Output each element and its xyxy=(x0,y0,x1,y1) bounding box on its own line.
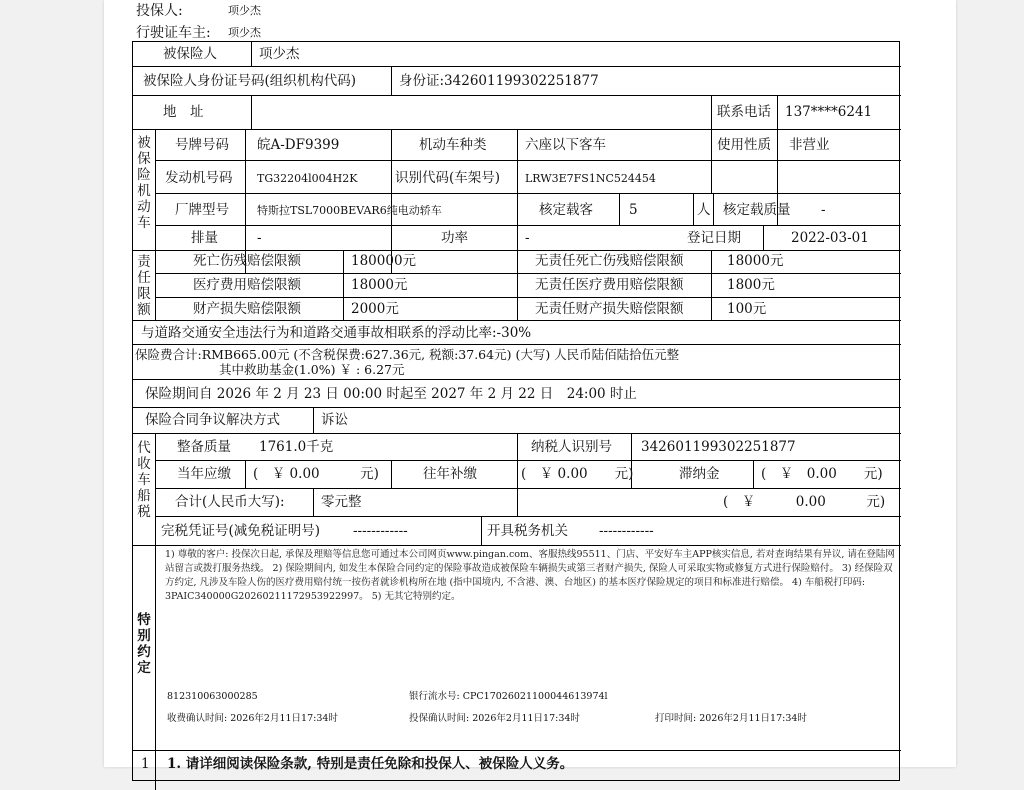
insurance-period: 保险期间自 2026 年 2 月 23 日 00:00 时起至 2027 年 2 月 22 日 24:00 时止 xyxy=(145,386,637,402)
liability-row-2-label: 医疗费用赔偿限额 xyxy=(193,277,301,293)
engine-label: 发动机号码 xyxy=(165,170,233,186)
liability-row-1-value: 180000元 xyxy=(351,253,417,269)
reg-date-value: 2022-03-01 xyxy=(791,230,869,246)
seats-value: 5 xyxy=(629,202,638,218)
prior-due-label: 往年补缴 xyxy=(423,466,477,482)
engine-value: TG32204l004H2K xyxy=(257,172,358,185)
registered-owner-label: 行驶证车主: xyxy=(136,25,211,41)
curb-weight-label: 整备质量 xyxy=(177,439,231,455)
model-label: 厂牌型号 xyxy=(175,202,229,218)
seats-unit: 人 xyxy=(697,202,711,218)
liability-row-3-value2: 100元 xyxy=(727,301,767,317)
special-terms-label: 特别约定 xyxy=(137,612,151,676)
liability-row-2-label2: 无责任医疗费用赔偿限额 xyxy=(535,277,684,293)
premium-total: 保险费合计:RMB665.00元 (不含税保费:627.36元, 税额:37.64元) (大写) 人民币陆佰陆拾伍元整 xyxy=(135,347,680,362)
liability-row-2-value: 18000元 xyxy=(351,277,408,293)
notice-number: 1 xyxy=(141,756,150,772)
notice-text: 1. 请详细阅读保险条款, 特别是责任免除和投保人、被保险人义务。 xyxy=(167,756,574,772)
policy-code: 812310063000285 xyxy=(167,691,258,702)
policy-form xyxy=(132,41,900,781)
liability-row-3-label2: 无责任财产损失赔偿限额 xyxy=(535,301,684,317)
dispute-value: 诉讼 xyxy=(321,412,348,428)
tax-total-value: 零元整 xyxy=(321,494,362,510)
registered-owner-value: 项少杰 xyxy=(228,26,261,39)
model-value: 特斯拉TSL7000BEVAR6纯电动轿车 xyxy=(257,204,442,217)
float-ratio: 与道路交通安全违法行为和道路交通事故相联系的浮动比率:-30% xyxy=(141,325,532,341)
liability-row-3-label: 财产损失赔偿限额 xyxy=(193,301,301,317)
insured-name: 项少杰 xyxy=(259,46,300,62)
annual-due-value: ( ￥ 0.00 元) xyxy=(253,466,379,482)
id-label: 被保险人身份证号码(组织机构代码) xyxy=(143,73,357,89)
rescue-fund: 其中救助基金(1.0%) ￥ : 6.27元 xyxy=(219,362,405,377)
load-label: 核定载质量 xyxy=(723,202,791,218)
tax-total-label: 合计(人民币大写): xyxy=(175,494,285,510)
liability-row-3-value: 2000元 xyxy=(351,301,399,317)
insure-confirm-time: 投保确认时间: 2026年2月11日17:34时 xyxy=(409,713,580,724)
liability-row-2-value2: 1800元 xyxy=(727,277,775,293)
print-time: 打印时间: 2026年2月11日17:34时 xyxy=(655,713,807,724)
liability-row-1-label: 死亡伤残赔偿限额 xyxy=(193,253,301,269)
displacement-value: - xyxy=(257,230,262,246)
bank-serial: 银行流水号: CPC17026021100044613974l xyxy=(409,691,608,702)
tax-cert-label: 完税凭证号(减免税证明号) xyxy=(161,523,321,539)
load-value: - xyxy=(821,202,826,218)
usage-label: 使用性质 xyxy=(717,137,771,153)
displacement-label: 排量 xyxy=(191,230,218,246)
late-fee-label: 滞纳金 xyxy=(679,466,720,482)
insured-label: 被保险人 xyxy=(163,46,217,62)
id-value: 身份证:342601199302251877 xyxy=(399,73,599,89)
taxpayer-id-label: 纳税人识别号 xyxy=(531,439,612,455)
tax-section-label: 代收车船税 xyxy=(137,440,151,520)
policyholder-line xyxy=(136,0,261,20)
phone-label: 联系电话 xyxy=(717,104,771,120)
dispute-label: 保险合同争议解决方式 xyxy=(145,412,280,428)
late-fee-value: ( ￥ 0.00 元) xyxy=(761,466,883,482)
policyholder-label: 投保人: xyxy=(136,3,183,19)
usage-value: 非营业 xyxy=(789,137,830,153)
plate-label: 号牌号码 xyxy=(175,137,229,153)
tax-total-amount: ( ￥ 0.00 元) xyxy=(723,494,886,510)
power-value: - xyxy=(525,230,530,246)
registered-owner-line xyxy=(136,22,261,42)
reg-date-label: 登记日期 xyxy=(687,230,741,246)
vehicle-kind-label: 机动车种类 xyxy=(419,137,487,153)
liability-section-label: 责任限额 xyxy=(137,254,151,318)
vin-value: LRW3E7FS1NC524454 xyxy=(525,172,656,185)
annual-due-label: 当年应缴 xyxy=(177,466,231,482)
curb-weight-value: 1761.0千克 xyxy=(259,439,334,455)
policyholder-value: 项少杰 xyxy=(228,4,261,17)
taxpayer-id-value: 342601199302251877 xyxy=(641,439,796,455)
prior-due-value: ( ￥ 0.00 元) xyxy=(521,466,634,482)
address-label: 地 址 xyxy=(163,104,204,120)
liability-row-1-label2: 无责任死亡伤残赔偿限额 xyxy=(535,253,684,269)
seats-label: 核定载客 xyxy=(539,202,593,218)
power-label: 功率 xyxy=(441,230,468,246)
plate-value: 皖A-DF9399 xyxy=(257,137,340,153)
liability-row-1-value2: 18000元 xyxy=(727,253,784,269)
fee-confirm-time: 收费确认时间: 2026年2月11日17:34时 xyxy=(167,713,338,724)
special-terms-text: 1) 尊敬的客户: 投保次日起, 承保及理赔等信息您可通过本公司网页www.pingan.com、客服热线95511、门店、平安好车主APP核实信息, 若对查询结果有异议, 请在登陆网站留言或拨打服务热线。 2) 保险期间内, 如发生本保险合同约定的保险事故造成被保险车辆损失或第三者财产损失, 保险人可采取实物或修复方式进行保险赔付。 3) 经保险双方约定, 凡涉及车险人伤的医疗费用赔付统一按伤者就诊机构所在地 (指中国境内, 不含港、澳、台地区) 的基本医疗保险规定的项目和标准进行赔偿。 4) 车船税打印码: 3PAIC340000G20260211172953922997。 5) 无其它特别约定。 xyxy=(165,549,895,602)
vehicle-section-label: 被保险机动车 xyxy=(137,135,151,231)
vin-label: 识别代码(车架号) xyxy=(395,170,501,186)
vehicle-kind-value: 六座以下客车 xyxy=(525,137,606,153)
tax-office-label: 开具税务机关 xyxy=(487,523,568,539)
tax-office-value: ------------ xyxy=(599,523,654,539)
tax-cert-value: ------------ xyxy=(353,523,408,539)
phone-value: 137****6241 xyxy=(785,104,873,120)
